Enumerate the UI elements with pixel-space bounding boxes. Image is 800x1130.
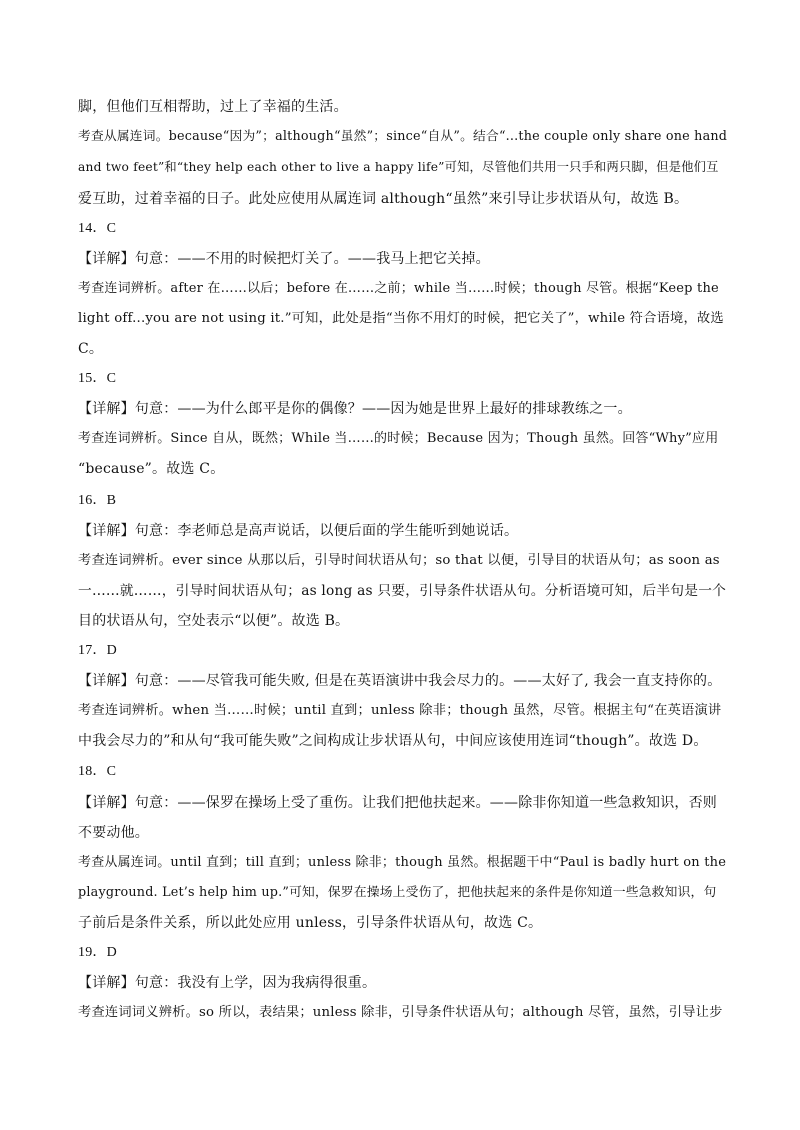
text-line: “because”。故选 C。 bbox=[78, 461, 225, 477]
text-line: 【详解】句意：——为什么郎平是你的偶像？——因为她是世界上最好的排球教练之一。 bbox=[78, 401, 632, 417]
text-line: 不要动他。 bbox=[78, 825, 149, 841]
text-line: 考查连词辨析。ever since 从那以后，引导时间状语从句；so that 以便，引导目的状语从句；as soon as bbox=[78, 553, 720, 568]
answer-number: 14．C bbox=[78, 221, 117, 236]
answer-number: 18．C bbox=[78, 764, 117, 779]
text-line: 【详解】句意：我没有上学，因为我病得很重。 bbox=[78, 975, 377, 991]
text-line: 【详解】句意：——不用的时候把灯关了。——我马上把它关掉。 bbox=[78, 251, 490, 267]
text-line: 考查从属连词。until 直到；till 直到；unless 除非；though 虽然。根据题干中“Paul is badly hurt on the bbox=[78, 855, 727, 870]
text-line: 【详解】句意：李老师总是高声说话，以便后面的学生能听到她说话。 bbox=[78, 523, 519, 539]
text-line: 考查连词辨析。Since 自从，既然；While 当……的时候；Because 因为；Though 虽然。回答“Why”应用 bbox=[78, 431, 719, 446]
text-line: 考查连词词义辨析。so 所以，表结果；unless 除非，引导条件状语从句；although 尽管，虽然，引导让步 bbox=[78, 1005, 723, 1020]
text-line: 一……就……，引导时间状语从句；as long as 只要，引导条件状语从句。分析语境可知，后半句是一个 bbox=[78, 583, 727, 599]
text-line: playground. Let’s help him up.”可知，保罗在操场上受伤了，把他扶起来的条件是你知道一些急救知识，句 bbox=[78, 885, 717, 900]
text-line: and two feet”和“they help each other to live a happy life”可知，尽管他们共用一只手和两只脚，但是他们互 bbox=[78, 160, 719, 174]
text-line: 考查连词辨析。when 当……时候；until 直到；unless 除非；though 虽然，尽管。根据主句“在英语演讲 bbox=[78, 703, 722, 718]
text-line: 【详解】句意：——保罗在操场上受了重伤。让我们把他扶起来。——除非你知道一些急救知识，否则 bbox=[78, 795, 717, 811]
answer-number: 16．B bbox=[78, 493, 117, 508]
text-line: 【详解】句意：——尽管我可能失败, 但是在英语演讲中我会尽力的。——太好了, 我会一直支持你的。 bbox=[78, 673, 722, 689]
text-line: C。 bbox=[78, 341, 104, 357]
text-line: 中我会尽力的”和从句“我可能失败”之间构成让步状语从句，中间应该使用连词“though”。故选 D。 bbox=[78, 733, 708, 749]
answer-number: 15．C bbox=[78, 371, 117, 386]
text-line: 子前后是条件关系，所以此处应用 unless，引导条件状语从句，故选 C。 bbox=[78, 915, 543, 931]
text-line: light off...you are not using it.”可知，此处是指“当你不用灯的时候，把它关了”，while 符合语境，故选 bbox=[78, 311, 724, 326]
text-line: 脚，但他们互相帮助，过上了幸福的生活。 bbox=[78, 99, 348, 115]
text-line: 目的状语从句，空处表示“以便”。故选 B。 bbox=[78, 613, 350, 629]
text-line: 考查连词辨析。after 在……以后；before 在……之前；while 当……时候；though 尽管。根据“Keep the bbox=[78, 281, 719, 296]
text-line: 爱互助，过着幸福的日子。此处应使用从属连词 although“虽然”来引导让步状语从句，故选 B。 bbox=[78, 191, 689, 207]
answer-number: 19．D bbox=[78, 945, 117, 960]
text-line: 考查从属连词。because“因为”；although“虽然”；since“自从”。结合“...the couple only share one hand bbox=[78, 129, 728, 144]
answer-number: 17．D bbox=[78, 643, 117, 658]
